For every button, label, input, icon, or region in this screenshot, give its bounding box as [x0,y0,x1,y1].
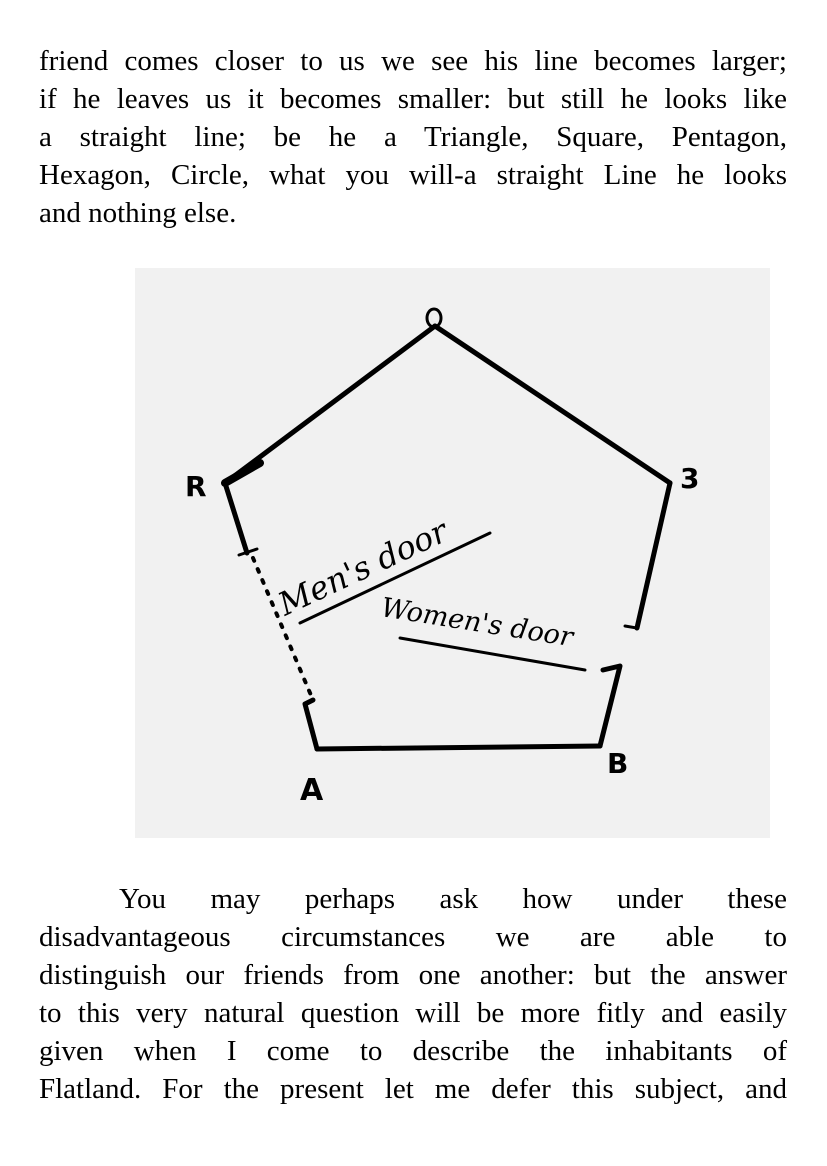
vertex-label-o [429,311,441,327]
text-line: distinguish our friends from one another: but the answer [39,959,787,991]
mens-door-label: Men's door [272,511,454,624]
wall-corner-r [225,463,260,483]
text-line: disadvantageous circumstances we are able to [39,921,787,953]
text-line: friend comes closer to us we see his line becomes larger; [39,45,787,77]
text-line: and nothing else. [39,197,237,229]
vertex-label-b: B [607,747,629,780]
womens-door-label: Women's door [378,592,576,654]
text-line: if he leaves us it becomes smaller: but still he looks like [39,83,787,115]
wall-top-right [435,326,670,483]
door-post-right-top [625,626,637,628]
text-line: to this very natural question will be more fitly and easily [39,997,787,1029]
text-line: You may perhaps ask how under these [119,883,787,915]
wall-top-left [225,326,435,483]
wall-lower-right [600,666,620,746]
vertex-label-a: A [300,773,324,808]
vertex-label-r: R [185,470,207,503]
paragraph-1 [39,42,787,232]
vertex-label-3: 3 [680,462,700,495]
paragraph-2 [39,880,787,1108]
text-line: a straight line; be he a Triangle, Square, Pentagon, [39,121,787,153]
text-line: Hexagon, Circle, what you will-a straight Line he looks [39,159,787,191]
wall-lower-left [305,700,317,749]
wall-left [225,483,247,553]
text-line: given when I come to describe the inhabitants of [39,1035,787,1067]
wall-bottom [317,746,600,749]
wall-right [637,483,670,628]
pentagon-house-figure [135,268,770,838]
text-line: Flatland. For the present let me defer this subject, and [39,1073,787,1105]
pentagon-diagram [135,268,770,838]
